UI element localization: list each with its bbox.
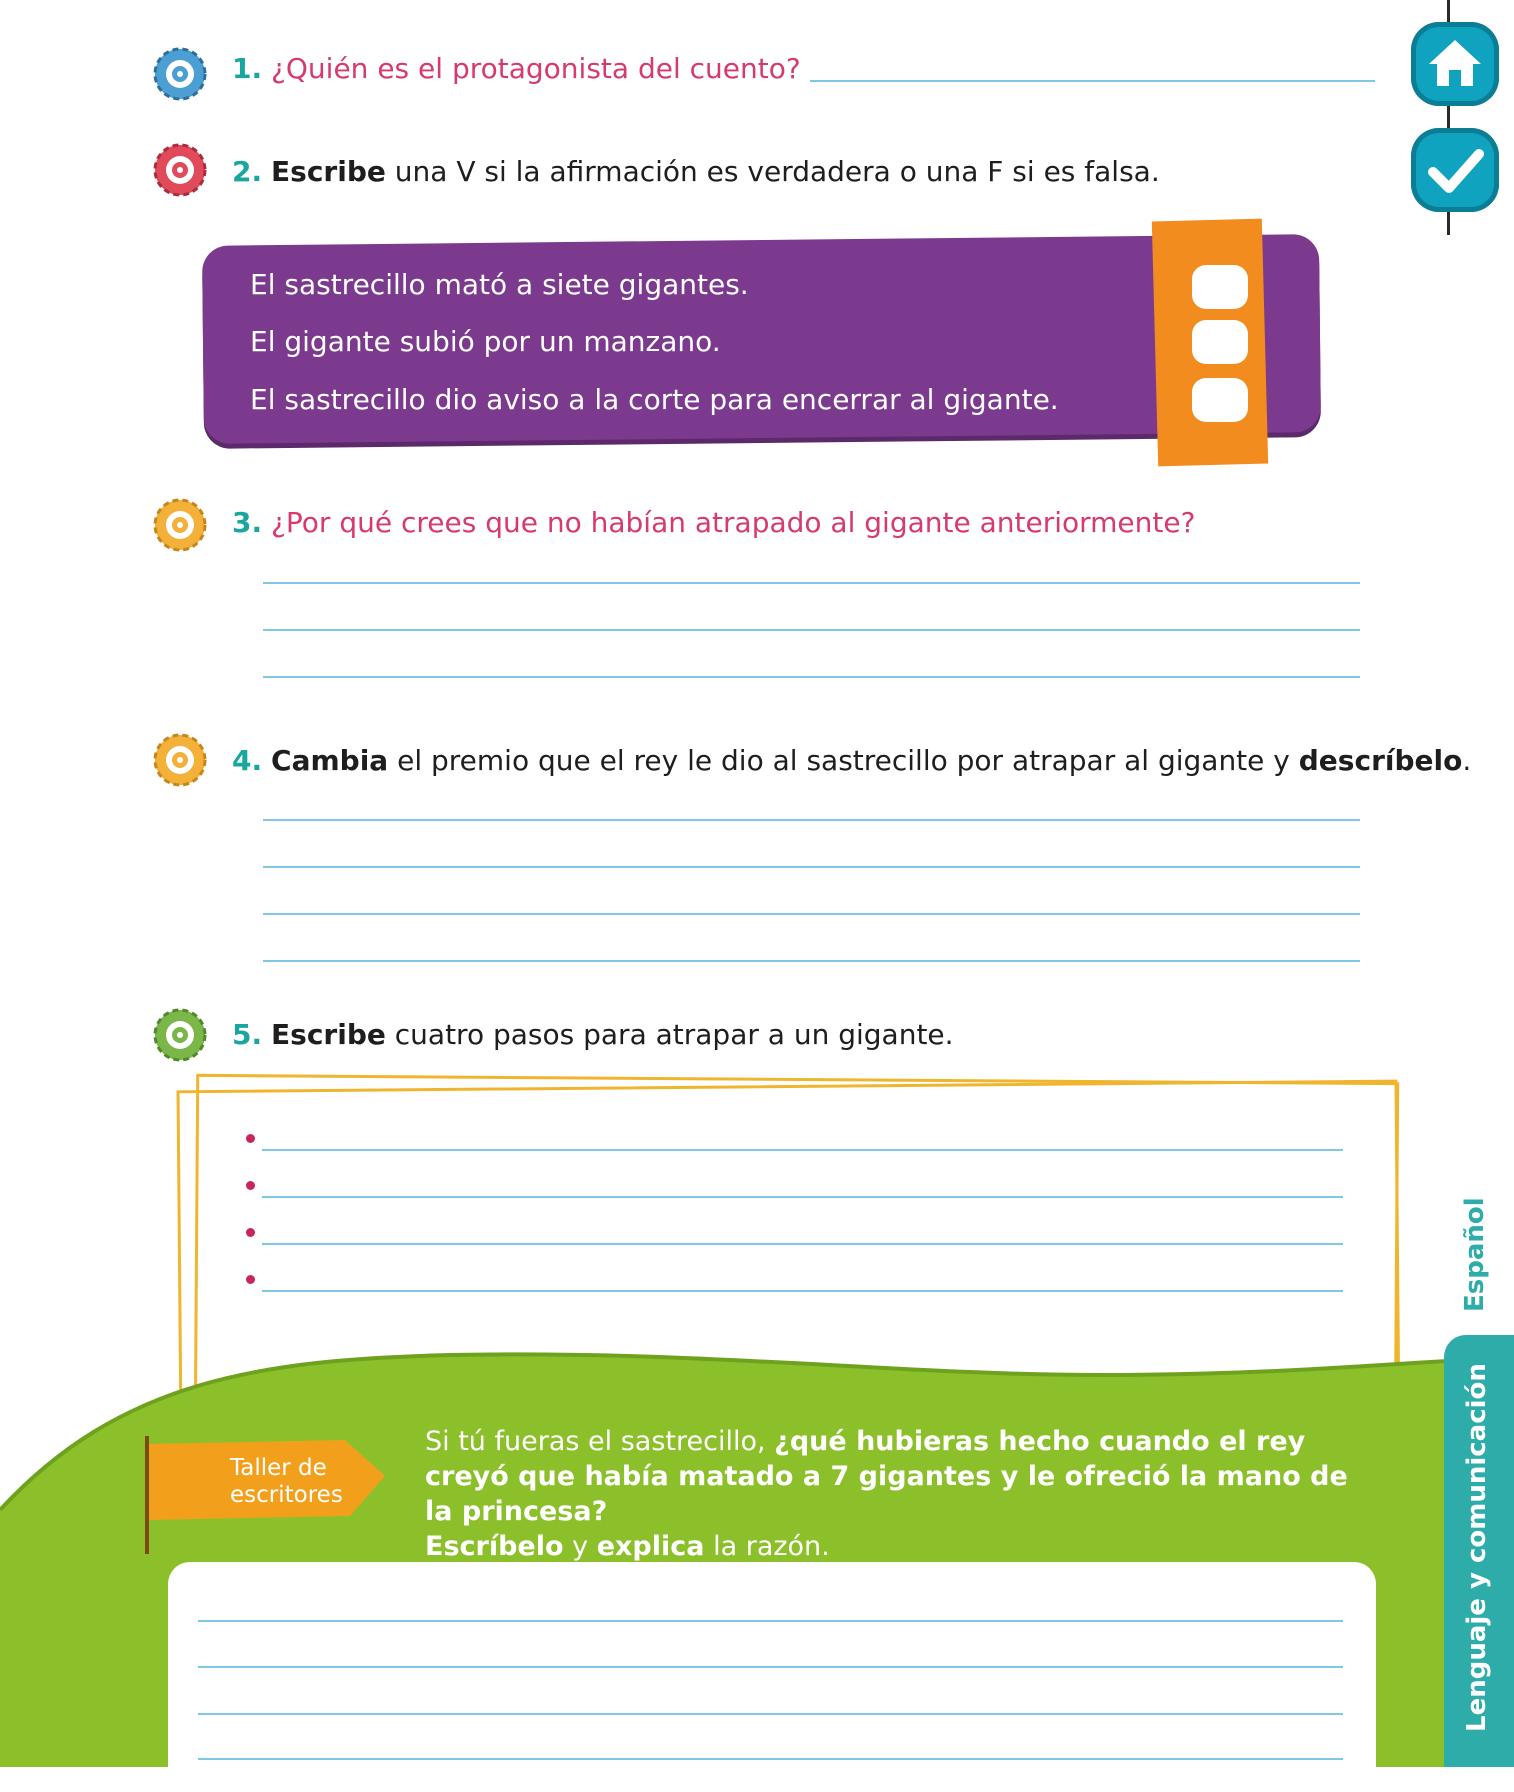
answer-line[interactable]	[263, 629, 1360, 631]
check-button[interactable]	[1411, 128, 1499, 212]
gear-blue-icon	[151, 45, 209, 103]
question-number: 3.	[232, 506, 263, 539]
prompt-verb-2: explica	[596, 1531, 705, 1562]
instruction-verb: Escribe	[271, 155, 386, 188]
taller-line-2: escritores	[230, 1482, 343, 1508]
question-5	[232, 1018, 954, 1051]
question-text: el premio que el rey le dio al sastrecillo por atrapar al gigante y	[388, 744, 1299, 777]
question-1	[232, 52, 801, 85]
gear-red-icon	[151, 141, 209, 199]
question-3	[232, 506, 1195, 539]
bullet	[246, 1275, 255, 1284]
statement-2: El gigante subió por un manzano.	[250, 325, 721, 358]
prompt-end: la razón.	[704, 1531, 830, 1562]
answer-line[interactable]	[810, 80, 1375, 82]
answer-line[interactable]	[263, 676, 1360, 678]
gear-yellow-icon	[151, 731, 209, 789]
writing-line-3[interactable]	[198, 1713, 1343, 1715]
question-number: 5.	[232, 1018, 263, 1051]
writing-line-2[interactable]	[198, 1666, 1343, 1668]
question-text: una V si la afirmación es verdadera o una F si es falsa.	[385, 155, 1160, 188]
check-icon	[1411, 128, 1499, 212]
instruction-verb-2: descríbelo	[1298, 744, 1463, 777]
question-2	[232, 155, 1160, 188]
answer-box-2[interactable]	[1192, 320, 1248, 364]
question-text: ¿Quién es el protagonista del cuento?	[271, 52, 801, 85]
answer-box-1[interactable]	[1192, 265, 1248, 309]
writing-prompt	[425, 1424, 1375, 1564]
home-button[interactable]	[1411, 22, 1499, 106]
question-end: .	[1462, 744, 1472, 777]
answer-line[interactable]	[263, 866, 1360, 868]
taller-line-1: Taller de	[230, 1455, 327, 1481]
gear-green-icon	[151, 1006, 209, 1064]
instruction-verb: Escribe	[271, 1018, 386, 1051]
question-4	[232, 744, 1471, 777]
answer-box-3[interactable]	[1192, 378, 1248, 422]
writing-line-1[interactable]	[198, 1620, 1343, 1622]
gear-yellow-icon	[151, 496, 209, 554]
prompt-verb-1: Escríbelo	[425, 1531, 564, 1562]
step-line-4[interactable]	[262, 1290, 1343, 1292]
question-text: ¿Por qué crees que no habían atrapado al gigante anteriormente?	[271, 506, 1196, 539]
bullet	[246, 1181, 255, 1190]
answer-line[interactable]	[263, 960, 1360, 962]
bullet	[246, 1228, 255, 1237]
prompt-question: ¿qué hubieras hecho cuando el rey creyó que había matado a 7 gigantes y le ofreció la mano de la princesa?	[425, 1426, 1348, 1527]
statement-3: El sastrecillo dio aviso a la corte para encerrar al gigante.	[250, 383, 1059, 416]
writing-line-4[interactable]	[198, 1758, 1343, 1760]
step-line-2[interactable]	[262, 1196, 1343, 1198]
answer-line[interactable]	[263, 913, 1360, 915]
prompt-intro: Si tú fueras el sastrecillo,	[425, 1426, 775, 1457]
subject-label: Español	[1460, 1197, 1490, 1312]
step-line-1[interactable]	[262, 1149, 1343, 1151]
bullet	[246, 1134, 255, 1143]
instruction-verb: Cambia	[271, 744, 389, 777]
statement-1: El sastrecillo mató a siete gigantes.	[250, 268, 749, 301]
step-line-3[interactable]	[262, 1243, 1343, 1245]
question-number: 1.	[232, 52, 263, 85]
home-icon	[1411, 22, 1499, 106]
prompt-mid: y	[563, 1531, 597, 1562]
taller-label	[230, 1455, 343, 1509]
answer-line[interactable]	[263, 582, 1360, 584]
answer-line[interactable]	[263, 819, 1360, 821]
question-number: 2.	[232, 155, 263, 188]
area-label: Lenguaje y comunicación	[1462, 1363, 1492, 1732]
question-text: cuatro pasos para atrapar a un gigante.	[385, 1018, 954, 1051]
question-number: 4.	[232, 744, 263, 777]
